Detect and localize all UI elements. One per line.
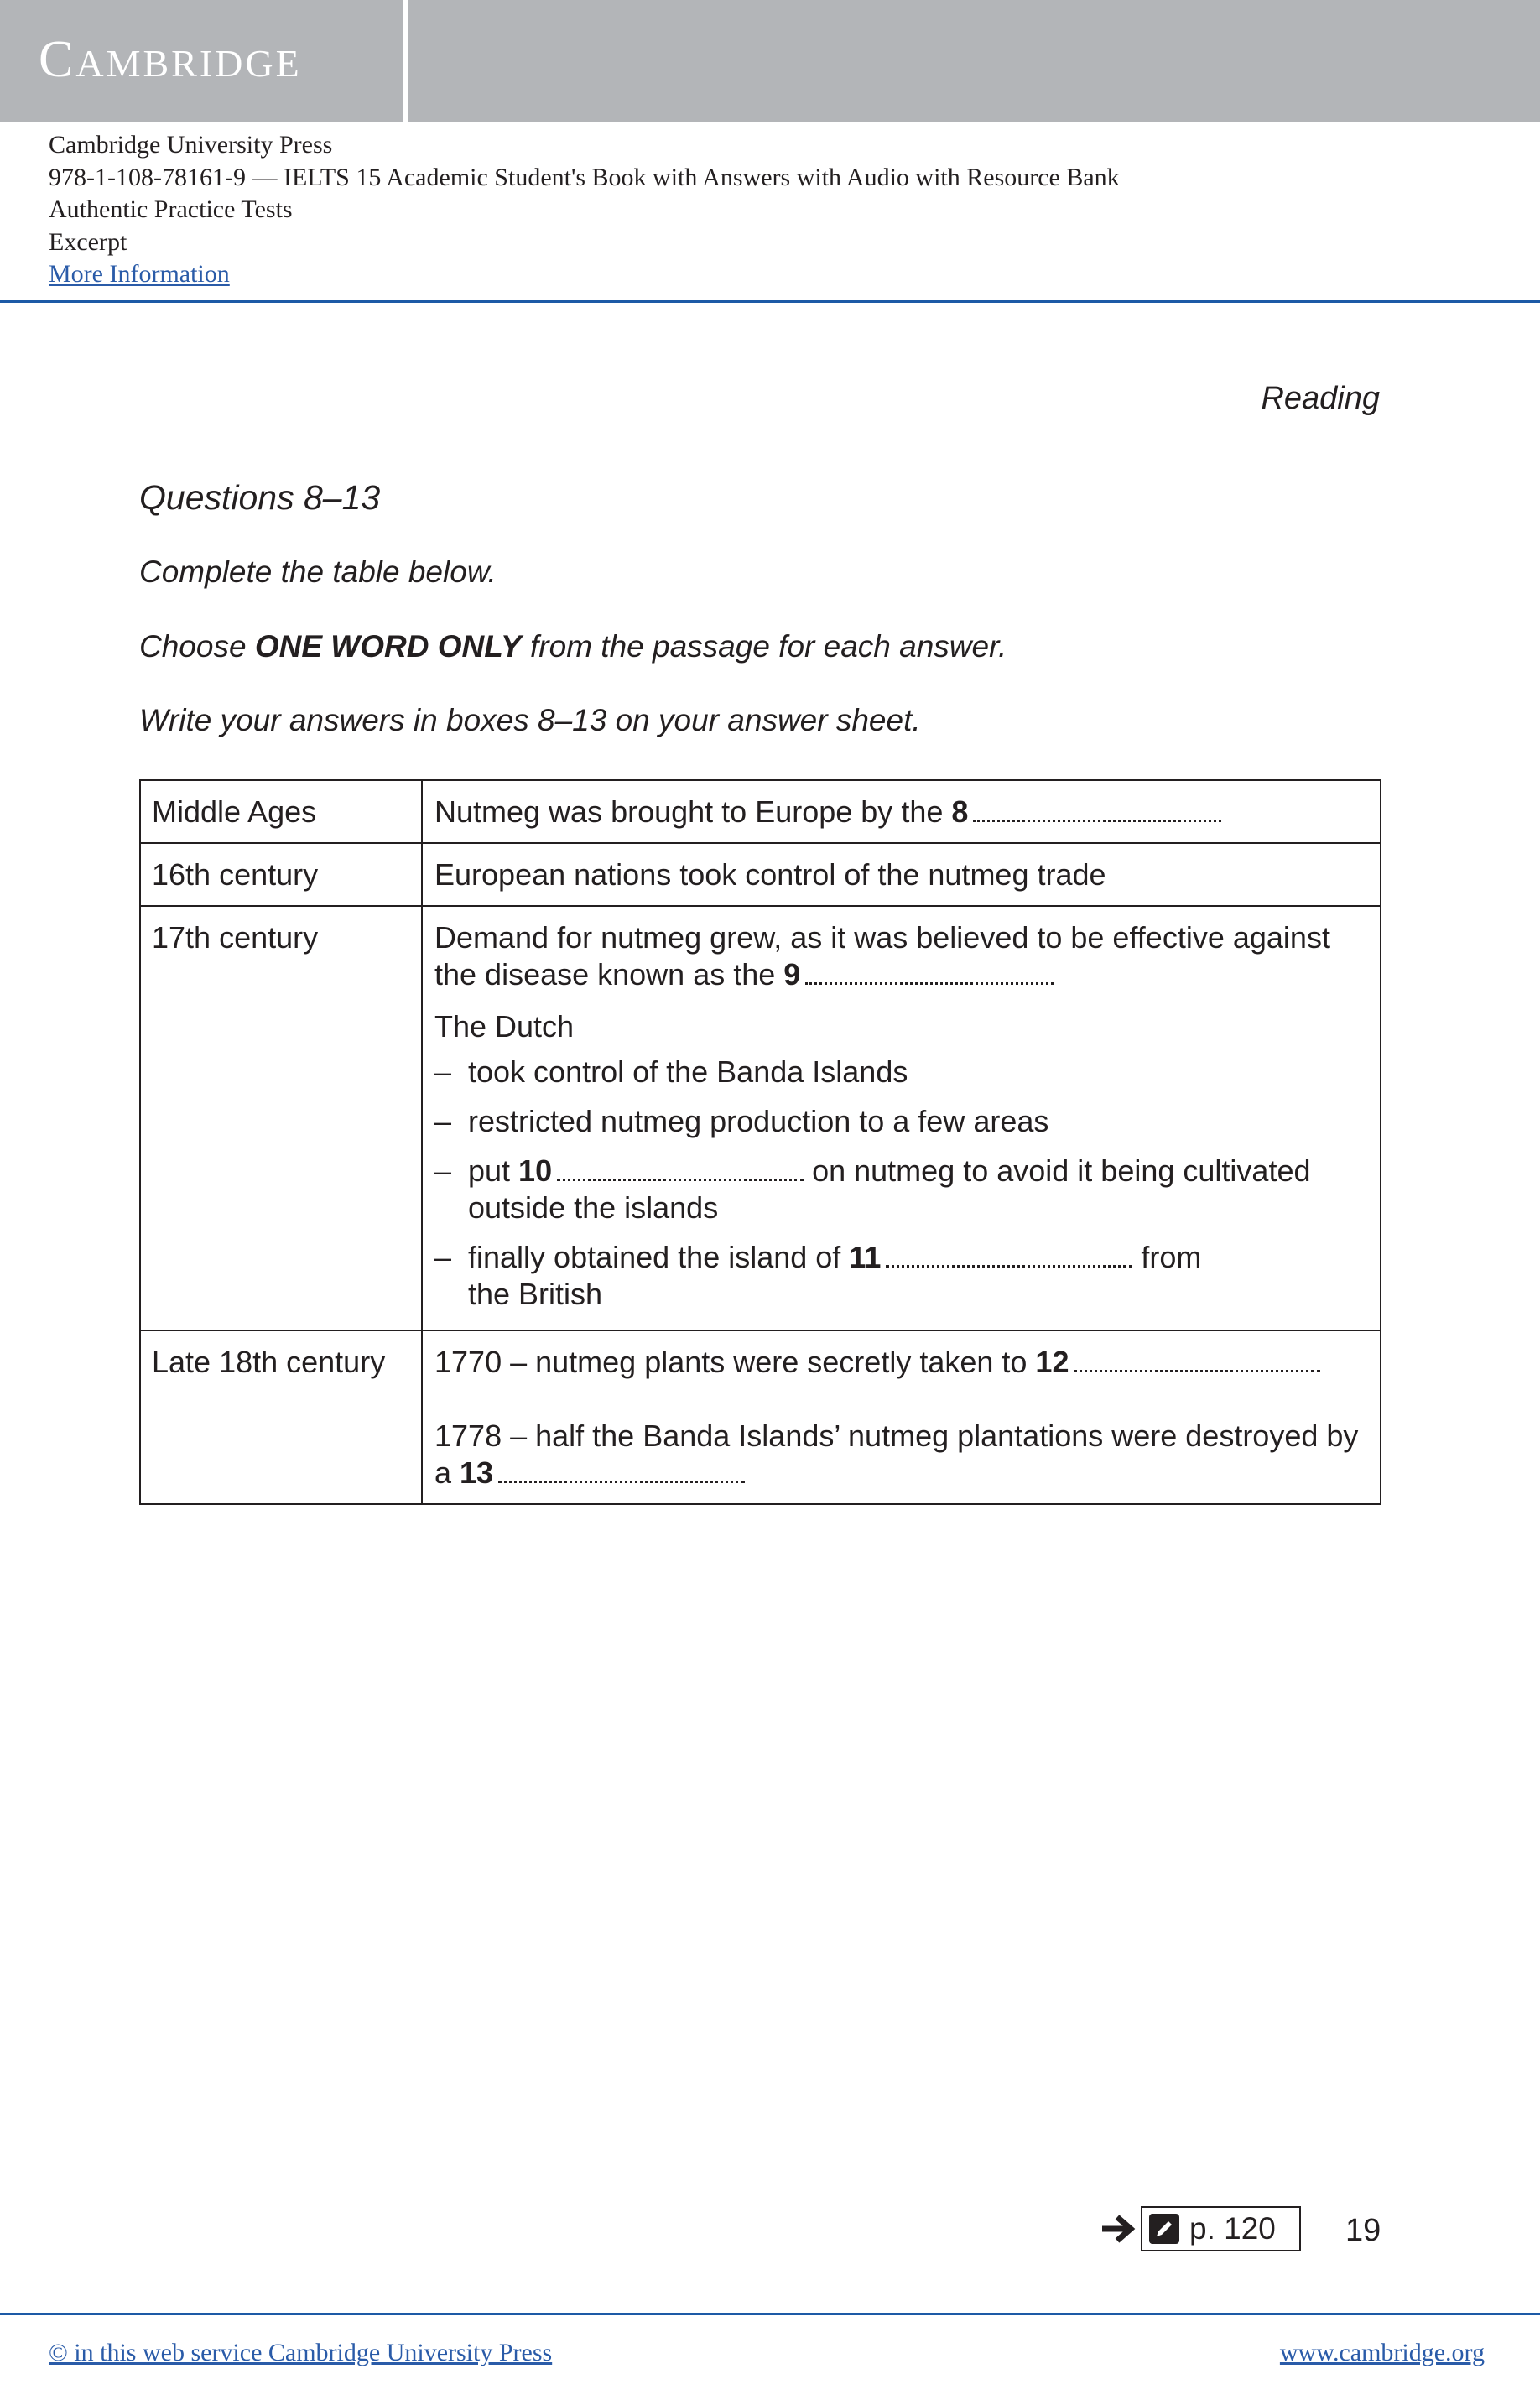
period-cell: Late 18th century xyxy=(140,1330,422,1504)
table-row xyxy=(140,843,1381,906)
arrow-right-icon xyxy=(1099,2212,1139,2246)
question-number: 13 xyxy=(460,1455,494,1490)
table-row xyxy=(140,1330,1381,1504)
period-cell: 16th century xyxy=(140,843,422,906)
header-band-divider xyxy=(403,0,408,122)
pencil-icon xyxy=(1149,2214,1179,2244)
list-item: – put 10 on nutmeg to avoid it being cultivated outside the islands xyxy=(434,1153,1311,1225)
list-item: – took control of the Banda Islands xyxy=(434,1054,908,1089)
question-number: 10 xyxy=(518,1153,553,1188)
list-item: – restricted nutmeg production to a few areas xyxy=(434,1104,1049,1138)
isbn-title: 978-1-108-78161-9 — IELTS 15 Academic Student's Book with Answers with Audio with Resource Bank xyxy=(49,163,1120,191)
answer-gap-13[interactable] xyxy=(498,1481,745,1483)
cambridge-logo: CAMBRIDGE xyxy=(39,31,302,88)
copyright-link[interactable]: © in this web service Cambridge University Press xyxy=(49,2339,553,2366)
answer-page-ref: p. 120 xyxy=(1189,2211,1276,2246)
dutch-actions-list xyxy=(434,1054,1365,1313)
more-information-link[interactable]: More Information xyxy=(49,260,230,288)
footer-divider xyxy=(0,2313,1540,2315)
question-number: 9 xyxy=(783,957,801,992)
list-item: – finally obtained the island of 11 from the British xyxy=(434,1240,1202,1311)
notes-completion-table xyxy=(139,779,1381,1505)
event-1778: 1778 – half the Banda Islands’ nutmeg plantations were destroyed by a 13 xyxy=(434,1419,1359,1490)
question-number: 11 xyxy=(849,1240,882,1274)
excerpt-label: Excerpt xyxy=(49,227,127,256)
instruction-complete-table: Complete the table below. xyxy=(139,554,497,589)
table-row xyxy=(140,780,1381,843)
answer-key-box xyxy=(1141,2206,1301,2251)
instruction-answer-sheet: Write your answers in boxes 8–13 on your answer sheet. xyxy=(139,703,921,737)
publication-info xyxy=(49,129,1120,291)
event-cell: Nutmeg was brought to Europe by the 8 xyxy=(422,780,1381,843)
questions-heading: Questions 8–13 xyxy=(139,478,381,517)
answer-gap-9[interactable] xyxy=(805,982,1054,985)
event-cell xyxy=(422,1330,1381,1504)
answer-gap-10[interactable] xyxy=(557,1179,804,1181)
event-1770: 1770 – nutmeg plants were secretly taken to 12 xyxy=(434,1344,1365,1381)
page-number: 19 xyxy=(1345,2213,1381,2248)
website-link[interactable]: www.cambridge.org xyxy=(1279,2339,1485,2366)
book-subtitle: Authentic Practice Tests xyxy=(49,195,293,223)
event-cell xyxy=(422,906,1381,1330)
table-row xyxy=(140,906,1381,1330)
dutch-subheading: The Dutch xyxy=(434,1009,575,1044)
answer-gap-11[interactable] xyxy=(886,1265,1132,1268)
answer-gap-8[interactable] xyxy=(973,820,1221,822)
answer-key-reference[interactable] xyxy=(1099,2206,1301,2251)
event-cell: European nations took control of the nutmeg trade xyxy=(422,843,1381,906)
publisher-name: Cambridge University Press xyxy=(49,131,333,159)
demand-paragraph: Demand for nutmeg grew, as it was believed to be effective against the disease known as the 9 xyxy=(434,920,1330,992)
instruction-word-limit: Choose ONE WORD ONLY from the passage for each answer. xyxy=(139,629,1007,664)
period-cell: Middle Ages xyxy=(140,780,422,843)
question-number: 8 xyxy=(951,794,969,829)
period-cell: 17th century xyxy=(140,906,422,1330)
header-divider xyxy=(0,300,1540,303)
running-head: Reading xyxy=(1261,381,1380,416)
answer-gap-12[interactable] xyxy=(1074,1370,1320,1372)
question-number: 12 xyxy=(1035,1345,1069,1379)
